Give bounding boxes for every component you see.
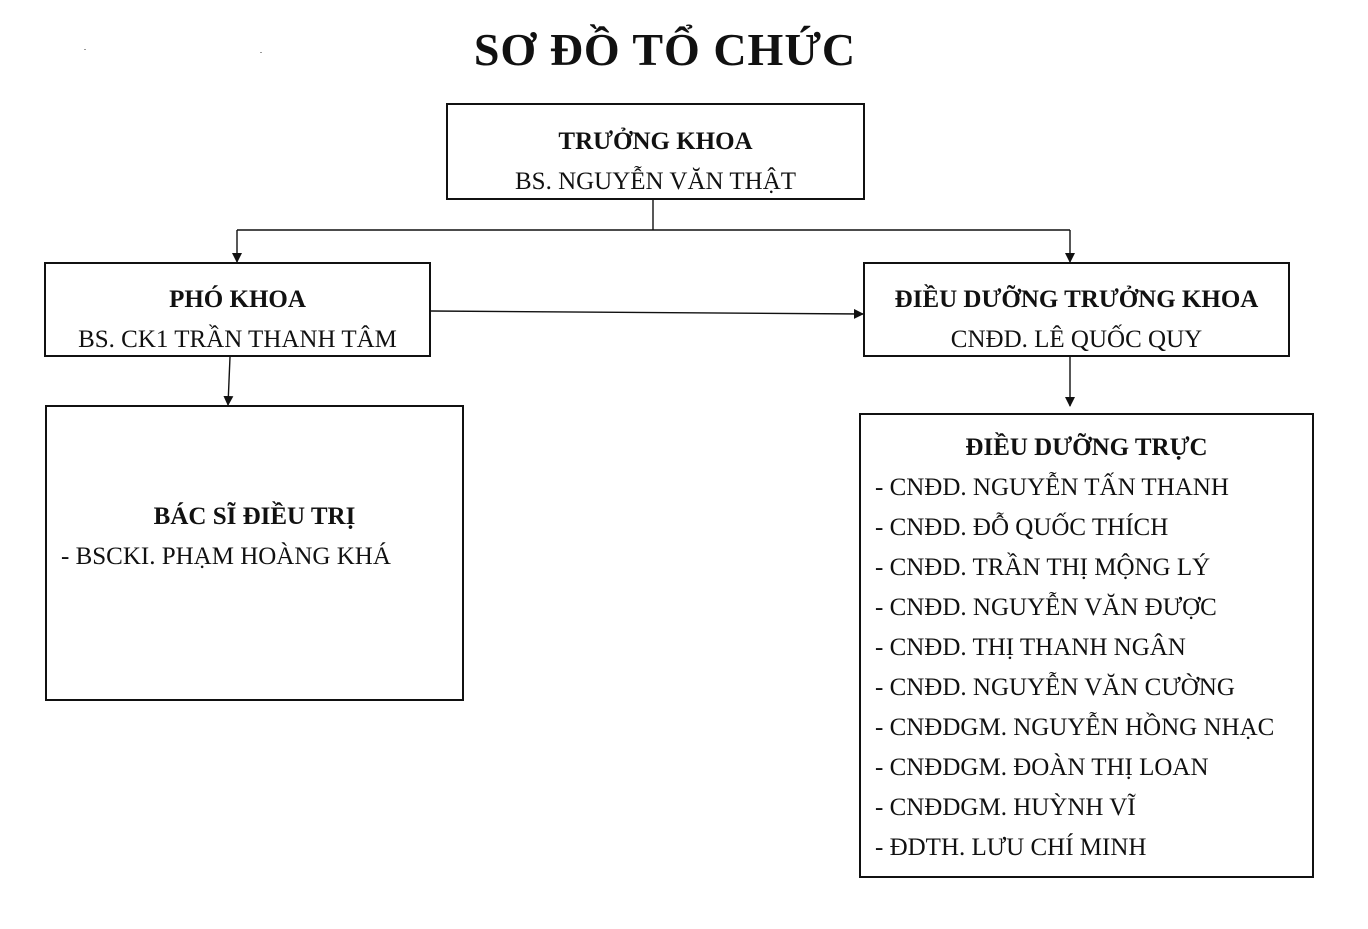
nurse-head-box: [863, 262, 1290, 357]
duty-nurses-role: ĐIỀU DƯỠNG TRỰC: [965, 434, 1208, 461]
nurse-head-name: CNĐD. LÊ QUỐC QUY: [950, 326, 1203, 353]
arrow-deputy-to-nurse-head: [431, 311, 863, 314]
deputy-role: PHÓ KHOA: [169, 286, 306, 313]
duty-nurse-item: - CNĐDGM. HUỲNH VĨ: [875, 794, 1136, 821]
doctor-item: - BSCKI. PHẠM HOÀNG KHÁ: [61, 543, 391, 570]
head-name: BS. NGUYỄN VĂN THẬT: [514, 168, 797, 195]
doctors-box: [45, 405, 464, 701]
duty-nurse-item: - CNĐD. NGUYỄN VĂN CƯỜNG: [875, 674, 1235, 701]
duty-nurses-box: [859, 413, 1314, 878]
duty-nurse-item: - CNĐDGM. NGUYỄN HỒNG NHẠC: [875, 714, 1275, 741]
arrow-to-doctors: [228, 357, 230, 405]
duty-nurse-item: - CNĐD. TRẦN THỊ MỘNG LÝ: [875, 554, 1211, 581]
doctors-role: BÁC SĨ ĐIỀU TRỊ: [153, 503, 356, 530]
duty-nurse-item: - ĐDTH. LƯU CHÍ MINH: [875, 834, 1147, 861]
deputy-name: BS. CK1 TRẦN THANH TÂM: [78, 326, 397, 353]
duty-nurse-item: - CNĐD. THỊ THANH NGÂN: [875, 634, 1186, 661]
head-box: [446, 103, 865, 200]
duty-nurses-list: [861, 468, 1312, 868]
duty-nurse-item: - CNĐDGM. ĐOÀN THỊ LOAN: [875, 754, 1209, 781]
head-role: TRƯỞNG KHOA: [558, 128, 753, 155]
duty-nurse-item: - CNĐD. NGUYỄN TẤN THANH: [875, 474, 1229, 501]
diagram-title: SƠ ĐỒ TỔ CHỨC: [473, 24, 857, 75]
doctors-list: [47, 537, 462, 577]
nurse-head-role: ĐIỀU DƯỠNG TRƯỞNG KHOA: [894, 286, 1259, 313]
duty-nurse-item: - CNĐD. ĐỖ QUỐC THÍCH: [875, 514, 1169, 541]
deputy-box: [44, 262, 431, 357]
duty-nurse-item: - CNĐD. NGUYỄN VĂN ĐƯỢC: [875, 594, 1217, 621]
